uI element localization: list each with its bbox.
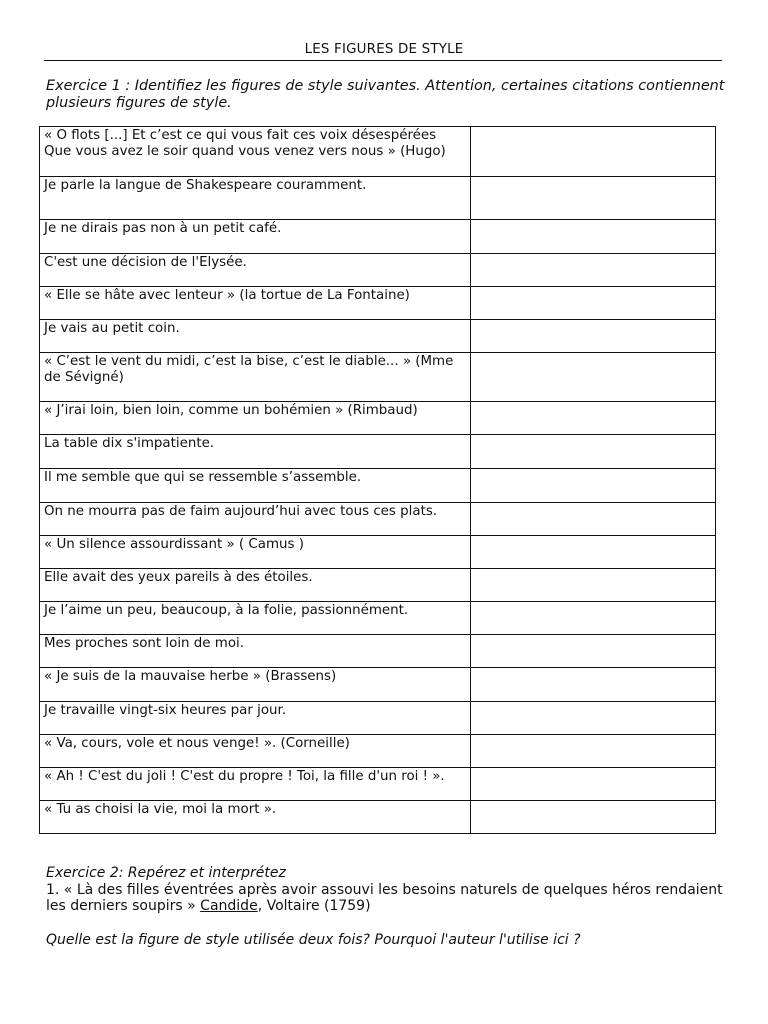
quote-cell: La table dix s'impatiente. (40, 435, 471, 469)
quote-cell: Je vais au petit coin. (40, 320, 471, 353)
answer-cell[interactable] (471, 320, 716, 353)
answer-cell[interactable] (471, 735, 716, 768)
answer-cell[interactable] (471, 503, 716, 536)
exercise2-work-author: , Voltaire (1759) (257, 898, 371, 914)
table-row (40, 801, 716, 834)
exercise2-work-title: Candide (200, 898, 258, 914)
answer-cell[interactable] (471, 536, 716, 569)
exercise2-citation: 1. « Là des filles éventrées après avoir assouvi les besoins naturels de quelques héros rendaient les derniers soupirs » (46, 882, 723, 914)
table-row (40, 127, 716, 177)
quote-cell: Je parle la langue de Shakespeare couramment. (40, 177, 471, 220)
exercise2-heading: Exercice 2: Repérez et interprétez (46, 865, 286, 881)
answer-cell[interactable] (471, 127, 716, 177)
answer-cell[interactable] (471, 353, 716, 402)
answer-cell[interactable] (471, 435, 716, 469)
table-row (40, 536, 716, 569)
table-row (40, 320, 716, 353)
table-row (40, 569, 716, 602)
quote-cell: C'est une décision de l'Elysée. (40, 254, 471, 287)
answer-cell[interactable] (471, 569, 716, 602)
table-row (40, 735, 716, 768)
exercise2-question: Quelle est la figure de style utilisée deux fois? Pourquoi l'auteur l'utilise ici ? (46, 932, 581, 948)
exercise1-heading: Exercice 1 : Identifiez les figures de style suivantes. Attention, certaines citations contiennent plusieurs figures de style. (46, 78, 725, 111)
table-row (40, 768, 716, 801)
page-title: LES FIGURES DE STYLE (304, 42, 464, 57)
quote-cell: « Elle se hâte avec lenteur » (la tortue de La Fontaine) (40, 287, 471, 320)
answer-cell[interactable] (471, 287, 716, 320)
quote-cell: « O flots [...] Et c’est ce qui vous fait ces voix désespérées Que vous avez le soir quand vous venez vers nous » (Hugo) (40, 127, 471, 177)
answer-cell[interactable] (471, 220, 716, 254)
table-row (40, 602, 716, 635)
table-row (40, 254, 716, 287)
quote-cell: Je travaille vingt-six heures par jour. (40, 702, 471, 735)
quote-cell: « Va, cours, vole et nous venge! ». (Corneille) (40, 735, 471, 768)
quote-cell: « J’irai loin, bien loin, comme un bohémien » (Rimbaud) (40, 402, 471, 435)
answer-cell[interactable] (471, 177, 716, 220)
table-row (40, 402, 716, 435)
quote-cell: Je l’aime un peu, beaucoup, à la folie, passionnément. (40, 602, 471, 635)
table-row (40, 435, 716, 469)
quote-cell: « Un silence assourdissant » ( Camus ) (40, 536, 471, 569)
answer-cell[interactable] (471, 668, 716, 702)
table-row (40, 668, 716, 702)
figures-table (39, 126, 716, 834)
quote-cell: « Je suis de la mauvaise herbe » (Brassens) (40, 668, 471, 702)
answer-cell[interactable] (471, 254, 716, 287)
table-row (40, 353, 716, 402)
answer-cell[interactable] (471, 602, 716, 635)
quote-cell: « C’est le vent du midi, c’est la bise, c’est le diable... » (Mme de Sévigné) (40, 353, 471, 402)
quote-cell: Elle avait des yeux pareils à des étoiles. (40, 569, 471, 602)
quote-cell: Il me semble que qui se ressemble s’assemble. (40, 469, 471, 503)
answer-cell[interactable] (471, 635, 716, 668)
table-row (40, 469, 716, 503)
answer-cell[interactable] (471, 469, 716, 503)
answer-cell[interactable] (471, 768, 716, 801)
quote-cell: Mes proches sont loin de moi. (40, 635, 471, 668)
answer-cell[interactable] (471, 402, 716, 435)
title-rule (44, 60, 722, 61)
table-row (40, 220, 716, 254)
exercise2-item (46, 882, 726, 914)
quote-cell: « Ah ! C'est du joli ! C'est du propre ! Toi, la fille d'un roi ! ». (40, 768, 471, 801)
quote-cell: Je ne dirais pas non à un petit café. (40, 220, 471, 254)
table-row (40, 287, 716, 320)
answer-cell[interactable] (471, 702, 716, 735)
table-row (40, 503, 716, 536)
table-row (40, 635, 716, 668)
quote-cell: On ne mourra pas de faim aujourd’hui avec tous ces plats. (40, 503, 471, 536)
table-row (40, 177, 716, 220)
answer-cell[interactable] (471, 801, 716, 834)
quote-cell: « Tu as choisi la vie, moi la mort ». (40, 801, 471, 834)
table-row (40, 702, 716, 735)
